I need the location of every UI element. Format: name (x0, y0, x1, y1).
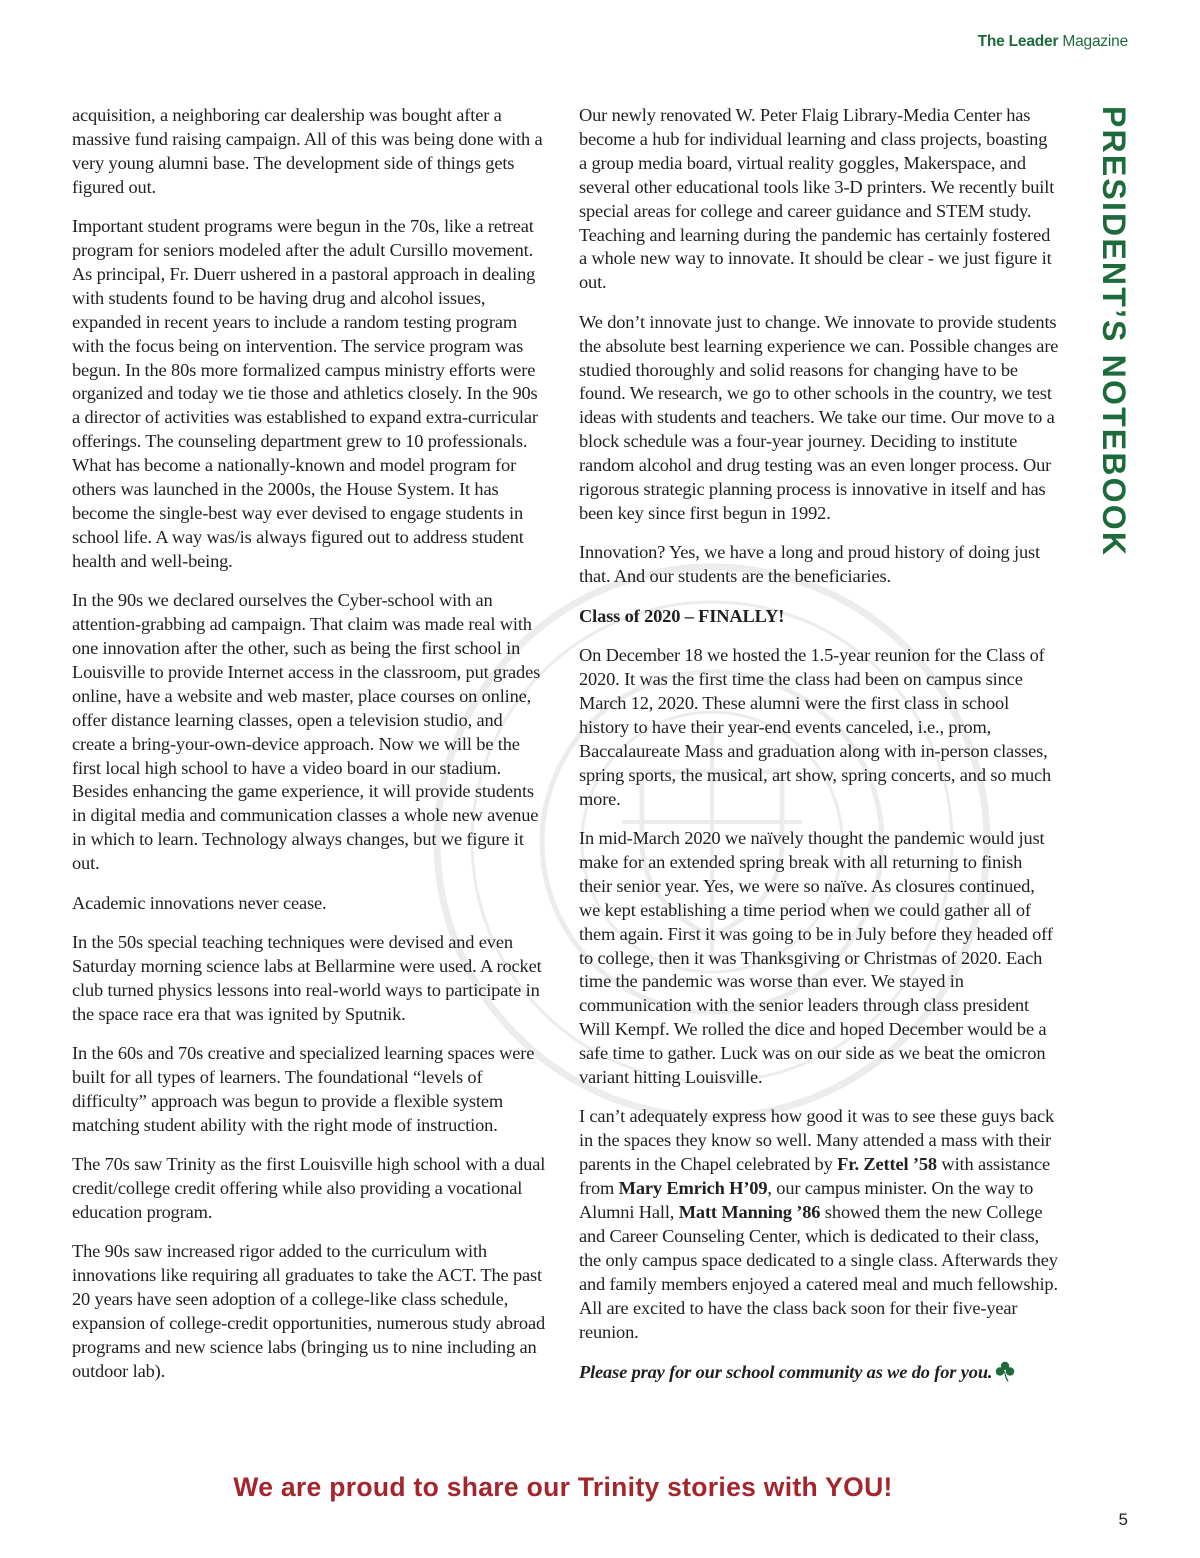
paragraph: Innovation? Yes, we have a long and proud history of doing just that. And our students are the beneficiaries. (579, 542, 1040, 587)
paragraph: Academic innovations never cease. (72, 892, 327, 913)
paragraph: In the 50s special teaching techniques were devised and even Saturday morning science labs at Bellarmine were used. A rocket club turned physics lessons into real-world ways to participate in the space race era that was ignited by Sputnik. (72, 932, 542, 1024)
left-column (72, 104, 550, 1399)
text-run: I can’t adequately express how good it was to see these guys back in the spaces they know so well. Many attended a mass with their parents in the Chapel celebrated by (579, 1106, 1055, 1175)
closing-text: Please pray for our school community as we do for you. (579, 1362, 993, 1382)
tagline: We are proud to share our Trinity stories with YOU! (233, 1472, 893, 1502)
person-name: Fr. Zettel ’58 (837, 1154, 937, 1175)
subheading: Class of 2020 – FINALLY! (579, 605, 785, 626)
paragraph: In the 90s we declared ourselves the Cyber-school with an attention-grabbing ad campaign. That claim was made real with one innovation after the other, such as being the first school in Louisville to provide Internet access in the classroom, put grades online, have a website and web master, place courses on online, offer distance learning classes, open a television studio, and create a bring-your-own-device approach. Now we will be the first local high school to have a video board in our stadium. Besides enhancing the game experience, it will provide students in digital media and communication classes a whole new avenue in which to learn. Technology always changes, but we figure it out. (72, 590, 541, 874)
paragraph (579, 1105, 1059, 1344)
paragraph: Important student programs were begun in the 70s, like a retreat program for seniors modeled after the adult Cursillo movement. As principal, Fr. Duerr ushered in a pastoral approach in dealing with students found to be having drug and alcohol issues, expanded in recent years to include a random testing program with the focus being on intervention. The service program was begun. In the 80s more formalized campus ministry efforts were organized and today we tie those and athletics closely. In the 90s a director of activities was established to expand extra-curricular offerings. The counseling department grew to 10 professionals. What has become a nationally-known and model program for others was launched in the 2000s, the House System. It has become the single-best way ever devised to engage students in school life. A way was/is always figured out to address student health and well-being. (72, 216, 538, 571)
text-run: showed them the new College and Career Counseling Center, which is dedicated to their class, the only campus space dedicated to a single class. Afterwards they and family members enjoyed a catered meal and much fellowship. All are excited to have the class back soon for their five-year reunion. (579, 1202, 1058, 1342)
paragraph: In mid-March 2020 we naïvely thought the pandemic would just make for an extended spring break with all returning to finish their senior year. Yes, we were so naïve. As closures continued, we kept establishing a time period when we could gather all of them again. First it was going to be in July before they headed off to college, then it was Thanksgiving or Christmas of 2020. Each time the pandemic was worse than ever. We stayed in communication with the senior leaders through class president Will Kempf. We rolled the dice and hoped December would be a safe time to gather. Luck was on our side as we beat the omicron variant hitting Louisville. (579, 827, 1053, 1088)
magazine-brand: The Leader (977, 33, 1059, 50)
section-title: PRESIDENT’S NOTEBOOK (1096, 106, 1132, 558)
text-run: , our campus minister. On the way to Alumni Hall, (579, 1178, 1034, 1223)
paragraph: The 70s saw Trinity as the first Louisville high school with a dual credit/college credit offering while also providing a vocational education program. (72, 1154, 546, 1223)
page-number: 5 (1118, 1510, 1128, 1529)
paragraph: The 90s saw increased rigor added to the curriculum with innovations like requiring all graduates to take the ACT. The past 20 years have seen adoption of a college-like class schedule, expansion of college-credit opportunities, numerous study abroad programs and new science labs (bringing us to nine including an outdoor lab). (72, 1241, 546, 1381)
paragraph: Our newly renovated W. Peter Flaig Library-Media Center has become a hub for individual learning and class projects, boasting a group media board, virtual reality goggles, Makerspace, and several other educational tools like 3-D printers. We recently built special areas for college and career guidance and STEM study. Teaching and learning during the pandemic has certainly fostered a whole new way to innovate. It should be clear - we just figure it out. (579, 105, 1055, 293)
running-header (978, 33, 1128, 51)
paragraph: On December 18 we hosted the 1.5-year reunion for the Class of 2020. It was the first time the class had been on campus since March 12, 2020. These alumni were the first class in school history to have their year-end events canceled, i.e., prom, Baccalaureate Mass and graduation along with in-person classes, spring sports, the musical, art show, spring concerts, and so much more. (579, 645, 1052, 809)
magazine-label: Magazine (1062, 33, 1128, 50)
person-name: Mary Emrich H’09 (618, 1178, 768, 1199)
text-run: with assistance from (579, 1154, 1051, 1199)
paragraph: We don’t innovate just to change. We innovate to provide students the absolute best learning experience we can. Possible changes are studied thoroughly and solid reasons for changing have to be found. We research, we go to other schools in the country, we test ideas with students and teachers. We take our time. Our move to a block schedule was a four-year journey. Deciding to institute random alcohol and drug testing was an even longer process. Our rigorous strategic planning process is innovative in itself and has been key since first begun in 1992. (579, 311, 1059, 523)
closing-line (579, 1360, 1059, 1385)
paragraph: acquisition, a neighboring car dealership was bought after a massive fund raising campaign. All of this was being done with a very young alumni base. The development side of things gets figured out. (72, 105, 543, 197)
person-name: Matt Manning ’86 (678, 1202, 821, 1223)
shamrock-icon (994, 1360, 1016, 1382)
right-column (579, 104, 1059, 1400)
paragraph: In the 60s and 70s creative and specialized learning spaces were built for all types of learners. The foundational “levels of difficulty” approach was begun to provide a flexible system matching student ability with the right mode of instruction. (72, 1043, 535, 1135)
